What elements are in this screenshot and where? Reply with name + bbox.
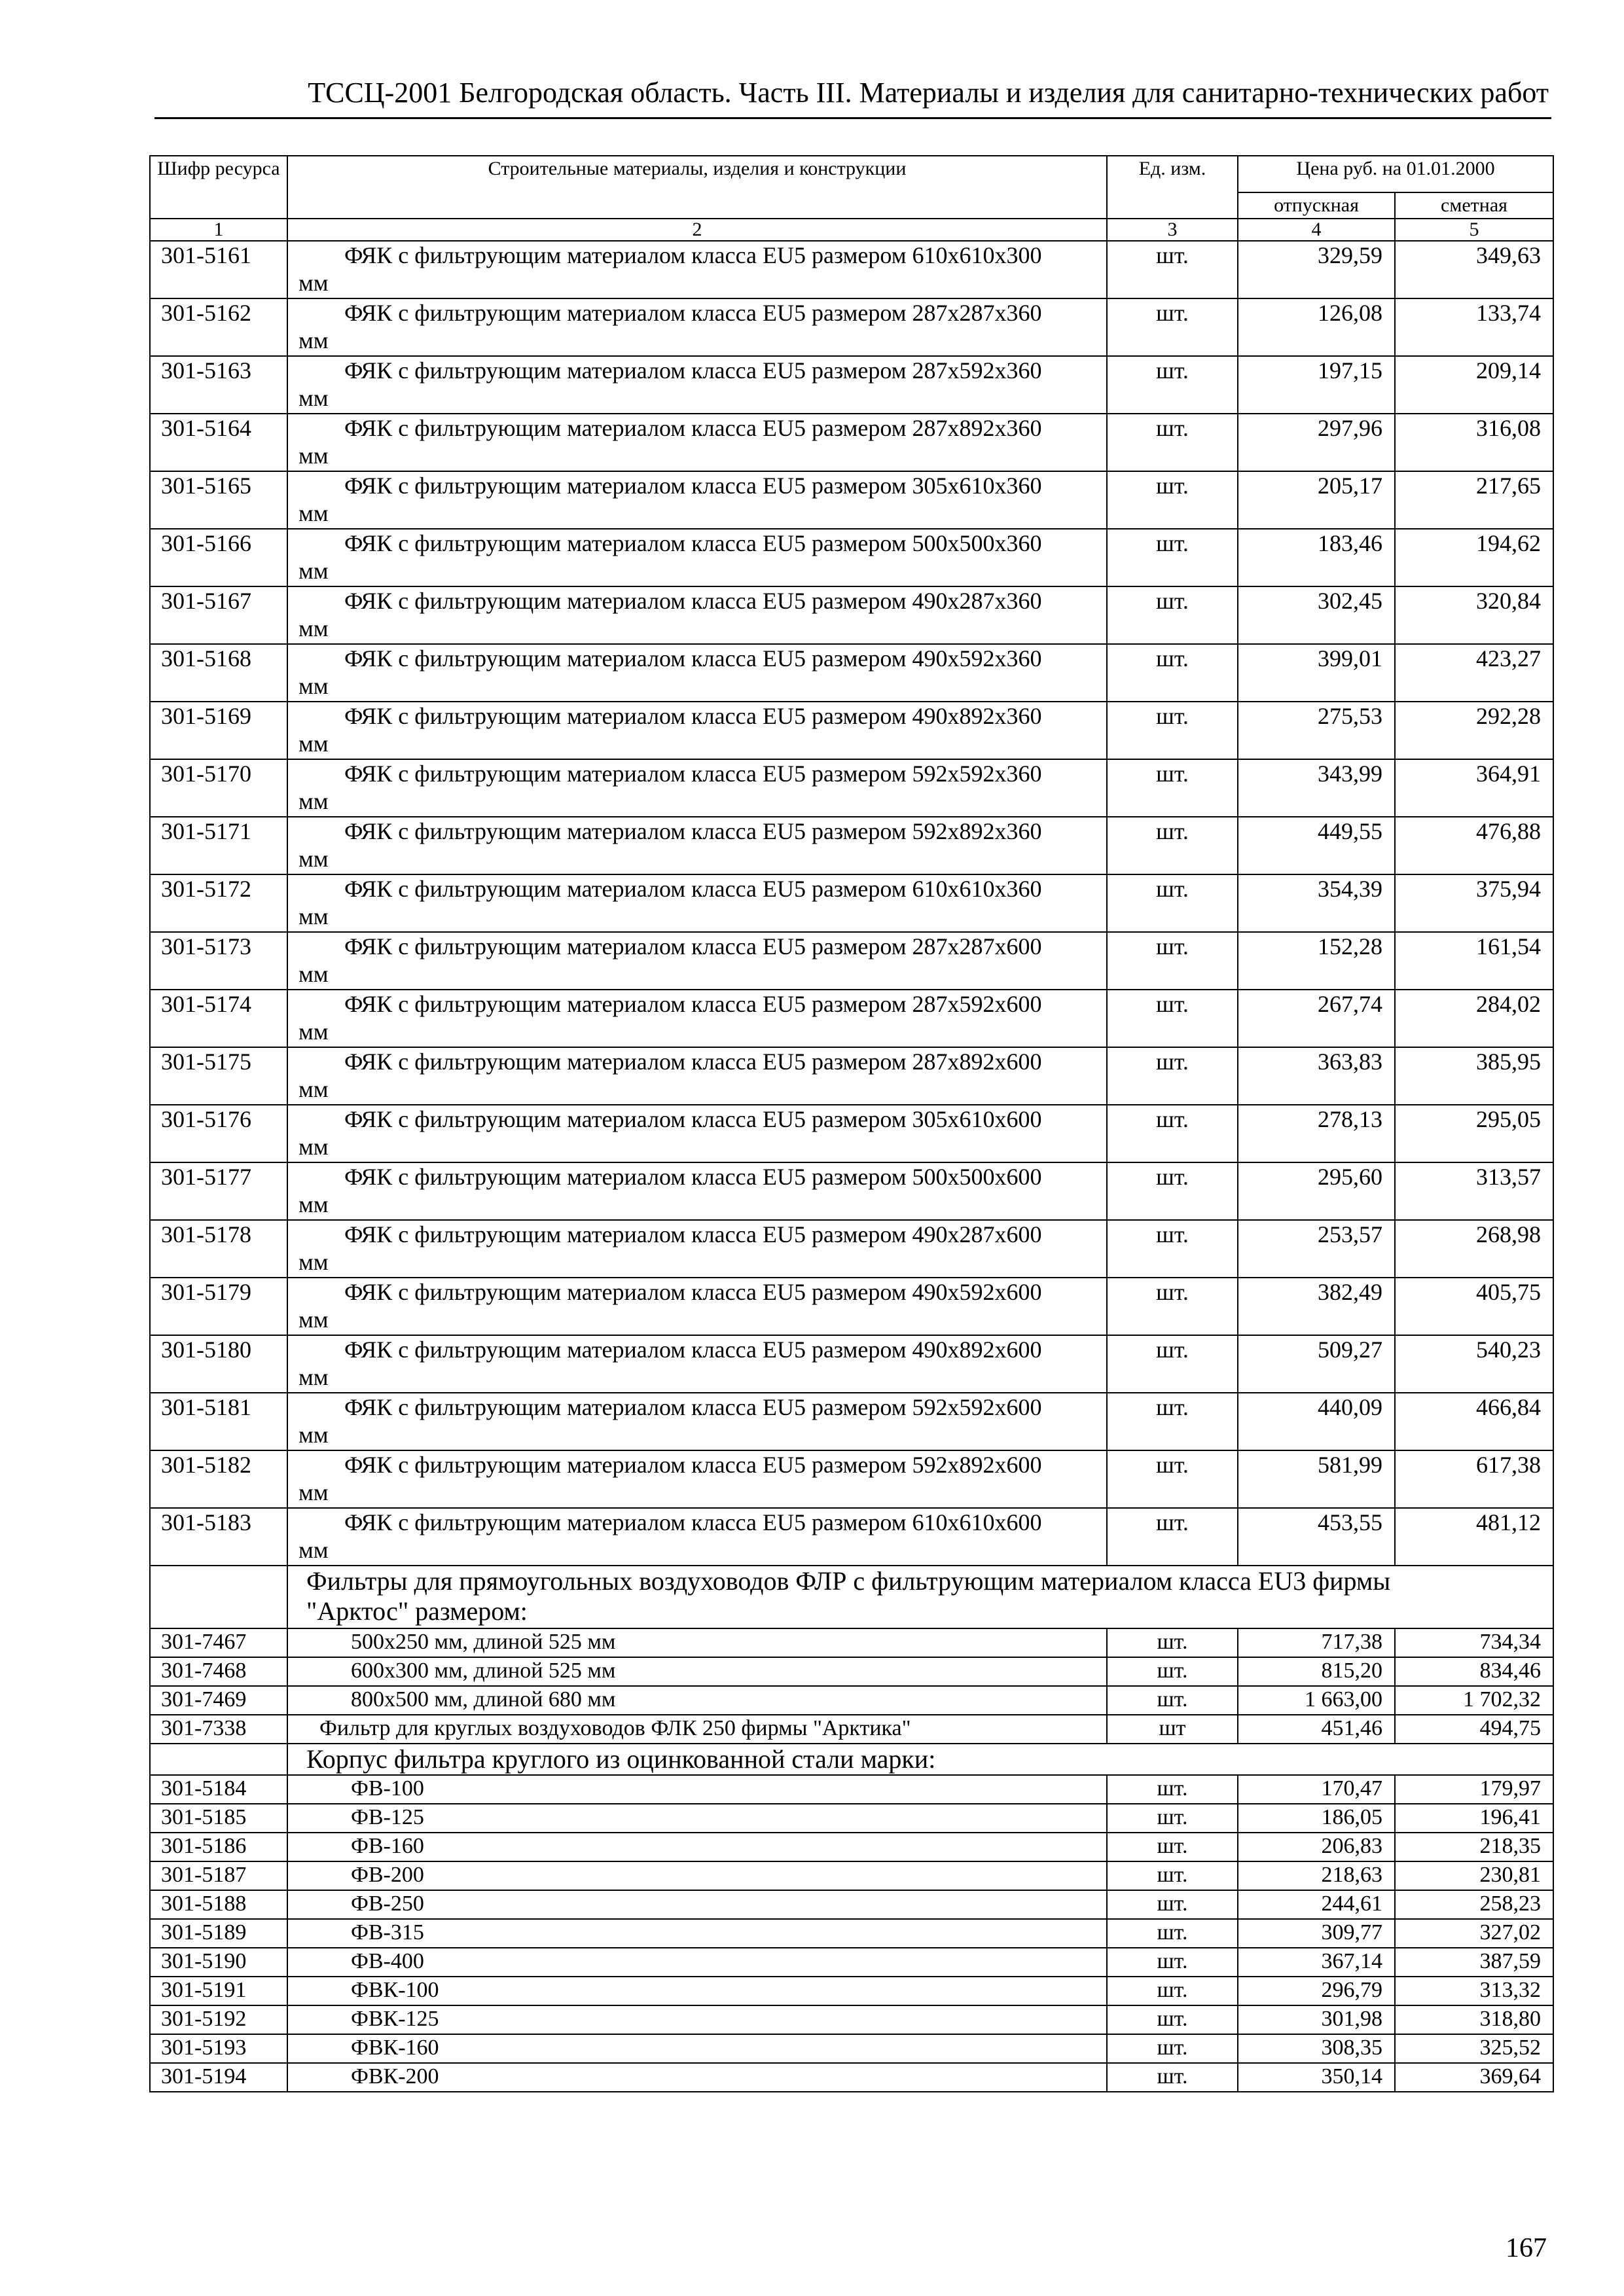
row-wholesale-price: 244,61 [1238, 1890, 1395, 1919]
row-description: ФВ-100 [287, 1775, 1107, 1804]
row-unit: шт. [1107, 759, 1238, 817]
row-code: 301-5171 [150, 817, 287, 874]
row-unit: шт. [1107, 1948, 1238, 1977]
row-unit: шт. [1107, 1686, 1238, 1715]
row-code: 301-5163 [150, 356, 287, 414]
table-row [150, 529, 1553, 586]
row-code: 301-5187 [150, 1861, 287, 1890]
row-estimate-price: 318,80 [1395, 2005, 1553, 2034]
row-description [287, 1450, 1107, 1508]
row-wholesale-price: 451,46 [1238, 1715, 1395, 1744]
table-row [150, 759, 1553, 817]
row-wholesale-price: 296,79 [1238, 1977, 1395, 2005]
row-estimate-price: 617,38 [1395, 1450, 1553, 1508]
row-estimate-price: 734,34 [1395, 1628, 1553, 1657]
row-wholesale-price: 440,09 [1238, 1393, 1395, 1450]
row-code: 301-5167 [150, 586, 287, 644]
row-unit: шт. [1107, 529, 1238, 586]
description-tail: мм [298, 1249, 329, 1275]
description-line: ФЯК с фильтрующим материалом класса EU5 размером 490х287х360 [344, 588, 1042, 614]
row-estimate-price: 313,32 [1395, 1977, 1553, 2005]
description-line: ФЯК с фильтрующим материалом класса EU5 размером 610х610х360 [344, 876, 1042, 902]
row-estimate-price: 230,81 [1395, 1861, 1553, 1890]
row-code: 301-5168 [150, 644, 287, 702]
row-wholesale-price: 267,74 [1238, 990, 1395, 1047]
description-tail: мм [298, 1191, 329, 1217]
description-line: ФЯК с фильтрующим материалом класса EU5 размером 500х500х600 [344, 1164, 1042, 1190]
row-wholesale-price: 309,77 [1238, 1919, 1395, 1948]
description-tail: мм [298, 846, 329, 872]
row-unit: шт. [1107, 817, 1238, 874]
row-code: 301-5177 [150, 1162, 287, 1220]
row-wholesale-price: 449,55 [1238, 817, 1395, 874]
row-estimate-price: 284,02 [1395, 990, 1553, 1047]
row-estimate-price: 217,65 [1395, 471, 1553, 529]
table-row [150, 1804, 1553, 1833]
description-tail: мм [298, 1364, 329, 1390]
description-tail: мм [298, 270, 329, 296]
row-estimate-price: 133,74 [1395, 298, 1553, 356]
column-number: 3 [1107, 219, 1238, 241]
row-unit: шт. [1107, 1657, 1238, 1686]
row-description: 800x500 мм, длиной 680 мм [287, 1686, 1107, 1715]
description-line: ФЯК с фильтрующим материалом класса EU5 размером 592х592х360 [344, 761, 1042, 787]
row-code: 301-5190 [150, 1948, 287, 1977]
row-unit: шт. [1107, 702, 1238, 759]
row-code: 301-5181 [150, 1393, 287, 1450]
row-wholesale-price: 297,96 [1238, 414, 1395, 471]
row-description [287, 1220, 1107, 1278]
table-row [150, 1047, 1553, 1105]
row-code: 301-5182 [150, 1450, 287, 1508]
row-estimate-price: 320,84 [1395, 586, 1553, 644]
row-wholesale-price: 363,83 [1238, 1047, 1395, 1105]
row-wholesale-price: 815,20 [1238, 1657, 1395, 1686]
table-row [150, 298, 1553, 356]
row-description [287, 759, 1107, 817]
description-line: ФЯК с фильтрующим материалом класса EU5 размером 490х892х600 [344, 1336, 1042, 1363]
row-code: 301-5178 [150, 1220, 287, 1278]
row-unit: шт. [1107, 2063, 1238, 2092]
row-code: 301-5172 [150, 874, 287, 932]
description-line: ФЯК с фильтрующим материалом класса EU5 размером 287х892х360 [344, 415, 1042, 441]
row-estimate-price: 481,12 [1395, 1508, 1553, 1566]
table-row [150, 1775, 1553, 1804]
row-wholesale-price: 354,39 [1238, 874, 1395, 932]
description-line: ФЯК с фильтрующим материалом класса EU5 размером 305х610х600 [344, 1106, 1042, 1132]
column-number: 4 [1238, 219, 1395, 241]
row-unit: шт. [1107, 1105, 1238, 1162]
row-unit: шт. [1107, 1393, 1238, 1450]
row-estimate-price: 369,64 [1395, 2063, 1553, 2092]
row-unit: шт. [1107, 990, 1238, 1047]
row-code: 301-5186 [150, 1833, 287, 1861]
table-row [150, 1686, 1553, 1715]
description-tail: мм [298, 903, 329, 929]
row-code: 301-5183 [150, 1508, 287, 1566]
row-unit: шт. [1107, 1047, 1238, 1105]
row-wholesale-price: 301,98 [1238, 2005, 1395, 2034]
table-row [150, 990, 1553, 1047]
table-row [150, 1278, 1553, 1335]
row-wholesale-price: 343,99 [1238, 759, 1395, 817]
row-wholesale-price: 186,05 [1238, 1804, 1395, 1833]
description-tail: мм [298, 788, 329, 814]
row-estimate-price: 194,62 [1395, 529, 1553, 586]
row-description: Фильтр для круглых воздуховодов ФЛК 250 фирмы "Арктика" [287, 1715, 1107, 1744]
row-estimate-price: 540,23 [1395, 1335, 1553, 1393]
description-tail: мм [298, 385, 329, 411]
row-unit: шт. [1107, 1162, 1238, 1220]
column-number: 1 [150, 219, 287, 241]
row-wholesale-price: 197,15 [1238, 356, 1395, 414]
table-row [150, 1508, 1553, 1566]
row-wholesale-price: 278,13 [1238, 1105, 1395, 1162]
row-description [287, 817, 1107, 874]
section-code-cell [150, 1566, 287, 1628]
table-row [150, 1948, 1553, 1977]
row-unit: шт. [1107, 471, 1238, 529]
row-code: 301-5173 [150, 932, 287, 990]
description-line: ФЯК с фильтрующим материалом класса EU5 размером 490х892х360 [344, 703, 1042, 729]
table-row [150, 1977, 1553, 2005]
description-line: ФЯК с фильтрующим материалом класса EU5 размером 287х592х600 [344, 991, 1042, 1017]
row-estimate-price: 313,57 [1395, 1162, 1553, 1220]
row-estimate-price: 349,63 [1395, 241, 1553, 298]
description-tail: мм [298, 1076, 329, 1102]
page-number: 167 [1506, 2233, 1547, 2263]
row-unit: шт. [1107, 1804, 1238, 1833]
row-description: ФВ-160 [287, 1833, 1107, 1861]
description-tail: мм [298, 1018, 329, 1045]
description-line: ФЯК с фильтрующим материалом класса EU5 размером 490х592х360 [344, 645, 1042, 672]
row-code: 301-5185 [150, 1804, 287, 1833]
row-unit: шт. [1107, 414, 1238, 471]
row-estimate-price: 325,52 [1395, 2034, 1553, 2063]
table-row [150, 1833, 1553, 1861]
description-line: ФЯК с фильтрующим материалом класса EU5 размером 592х892х600 [344, 1452, 1042, 1478]
row-wholesale-price: 152,28 [1238, 932, 1395, 990]
row-code: 301-5194 [150, 2063, 287, 2092]
description-line: ФЯК с фильтрующим материалом класса EU5 размером 500х500х360 [344, 530, 1042, 556]
row-description: ФВ-250 [287, 1890, 1107, 1919]
row-wholesale-price: 170,47 [1238, 1775, 1395, 1804]
description-tail: мм [298, 673, 329, 699]
row-wholesale-price: 1 663,00 [1238, 1686, 1395, 1715]
table-row [150, 1890, 1553, 1919]
header-code: Шифр ресурса [150, 156, 287, 219]
row-code: 301-5191 [150, 1977, 287, 2005]
row-unit: шт. [1107, 1890, 1238, 1919]
row-unit: шт. [1107, 1508, 1238, 1566]
row-description: ФВК-160 [287, 2034, 1107, 2063]
description-line: ФЯК с фильтрующим материалом класса EU5 размером 490х592х600 [344, 1279, 1042, 1305]
row-estimate-price: 387,59 [1395, 1948, 1553, 1977]
row-unit: шт. [1107, 1335, 1238, 1393]
row-code: 301-5180 [150, 1335, 287, 1393]
row-estimate-price: 316,08 [1395, 414, 1553, 471]
row-unit: шт. [1107, 1775, 1238, 1804]
row-unit: шт. [1107, 1278, 1238, 1335]
row-estimate-price: 466,84 [1395, 1393, 1553, 1450]
description-tail: мм [298, 1422, 329, 1448]
description-line: ФЯК с фильтрующим материалом класса EU5 размером 287х592х360 [344, 357, 1042, 384]
description-tail: мм [298, 1306, 329, 1333]
row-estimate-price: 1 702,32 [1395, 1686, 1553, 1715]
row-code: 301-5161 [150, 241, 287, 298]
row-wholesale-price: 367,14 [1238, 1948, 1395, 1977]
description-tail: мм [298, 615, 329, 641]
row-unit: шт. [1107, 1220, 1238, 1278]
row-code: 301-5193 [150, 2034, 287, 2063]
table-row [150, 1628, 1553, 1657]
row-description: ФВК-125 [287, 2005, 1107, 2034]
row-wholesale-price: 509,27 [1238, 1335, 1395, 1393]
row-code: 301-5189 [150, 1919, 287, 1948]
row-estimate-price: 834,46 [1395, 1657, 1553, 1686]
row-wholesale-price: 581,99 [1238, 1450, 1395, 1508]
row-estimate-price: 423,27 [1395, 644, 1553, 702]
table-row [150, 1220, 1553, 1278]
row-estimate-price: 218,35 [1395, 1833, 1553, 1861]
row-description: ФВ-125 [287, 1804, 1107, 1833]
row-code: 301-5169 [150, 702, 287, 759]
row-description: ФВК-200 [287, 2063, 1107, 2092]
header-material: Строительные материалы, изделия и конструкции [287, 156, 1107, 219]
section-title: Корпус фильтра круглого из оцинкованной стали марки: [287, 1744, 1553, 1775]
row-code: 301-5162 [150, 298, 287, 356]
header-price-group: Цена руб. на 01.01.2000 [1238, 156, 1553, 192]
row-unit: шт. [1107, 356, 1238, 414]
row-unit: шт. [1107, 1861, 1238, 1890]
row-description: ФВК-100 [287, 1977, 1107, 2005]
row-unit: шт. [1107, 1919, 1238, 1948]
row-description [287, 586, 1107, 644]
table-row [150, 1450, 1553, 1508]
description-tail: мм [298, 1134, 329, 1160]
row-description [287, 702, 1107, 759]
description-tail: мм [298, 730, 329, 757]
row-unit: шт. [1107, 1628, 1238, 1657]
row-code: 301-7469 [150, 1686, 287, 1715]
description-tail: мм [298, 558, 329, 584]
row-code: 301-5184 [150, 1775, 287, 1804]
table-row [150, 702, 1553, 759]
price-table [149, 155, 1554, 2092]
table-row [150, 2005, 1553, 2034]
header-estimate: сметная [1395, 192, 1553, 219]
row-wholesale-price: 206,83 [1238, 1833, 1395, 1861]
row-code: 301-7468 [150, 1657, 287, 1686]
row-estimate-price: 295,05 [1395, 1105, 1553, 1162]
row-unit: шт [1107, 1715, 1238, 1744]
row-wholesale-price: 205,17 [1238, 471, 1395, 529]
row-wholesale-price: 275,53 [1238, 702, 1395, 759]
description-tail: мм [298, 327, 329, 353]
row-wholesale-price: 308,35 [1238, 2034, 1395, 2063]
table-row [150, 414, 1553, 471]
row-code: 301-7467 [150, 1628, 287, 1657]
row-estimate-price: 179,97 [1395, 1775, 1553, 1804]
row-description [287, 241, 1107, 298]
row-estimate-price: 405,75 [1395, 1278, 1553, 1335]
row-description: ФВ-200 [287, 1861, 1107, 1890]
header-wholesale: отпускная [1238, 192, 1395, 219]
row-wholesale-price: 126,08 [1238, 298, 1395, 356]
row-estimate-price: 292,28 [1395, 702, 1553, 759]
column-number: 5 [1395, 219, 1553, 241]
row-unit: шт. [1107, 1450, 1238, 1508]
row-code: 301-5174 [150, 990, 287, 1047]
row-estimate-price: 375,94 [1395, 874, 1553, 932]
description-line: ФЯК с фильтрующим материалом класса EU5 размером 592х892х360 [344, 818, 1042, 844]
row-description: 500x250 мм, длиной 525 мм [287, 1628, 1107, 1657]
row-estimate-price: 364,91 [1395, 759, 1553, 817]
row-description [287, 644, 1107, 702]
row-estimate-price: 268,98 [1395, 1220, 1553, 1278]
table-row [150, 1715, 1553, 1744]
row-description [287, 1105, 1107, 1162]
description-line: ФЯК с фильтрующим материалом класса EU5 размером 610х610х600 [344, 1509, 1042, 1535]
section-title [287, 1566, 1553, 1628]
row-unit: шт. [1107, 644, 1238, 702]
description-line: ФЯК с фильтрующим материалом класса EU5 размером 592х592х600 [344, 1394, 1042, 1420]
row-unit: шт. [1107, 874, 1238, 932]
table-row [150, 644, 1553, 702]
row-description [287, 414, 1107, 471]
row-wholesale-price: 399,01 [1238, 644, 1395, 702]
row-unit: шт. [1107, 586, 1238, 644]
description-line: ФЯК с фильтрующим материалом класса EU5 размером 490х287х600 [344, 1221, 1042, 1247]
section-code-cell [150, 1744, 287, 1775]
row-estimate-price: 161,54 [1395, 932, 1553, 990]
row-wholesale-price: 218,63 [1238, 1861, 1395, 1890]
row-unit: шт. [1107, 2005, 1238, 2034]
row-estimate-price: 385,95 [1395, 1047, 1553, 1105]
row-code: 301-7338 [150, 1715, 287, 1744]
row-code: 301-5176 [150, 1105, 287, 1162]
row-code: 301-5165 [150, 471, 287, 529]
table-row [150, 471, 1553, 529]
row-unit: шт. [1107, 932, 1238, 990]
row-code: 301-5175 [150, 1047, 287, 1105]
row-code: 301-5164 [150, 414, 287, 471]
row-estimate-price: 494,75 [1395, 1715, 1553, 1744]
row-wholesale-price: 382,49 [1238, 1278, 1395, 1335]
table-row [150, 1861, 1553, 1890]
row-description [287, 1162, 1107, 1220]
description-line: ФЯК с фильтрующим материалом класса EU5 размером 287х892х600 [344, 1049, 1042, 1075]
row-description [287, 932, 1107, 990]
row-estimate-price: 209,14 [1395, 356, 1553, 414]
table-row [150, 817, 1553, 874]
header-unit: Ед. изм. [1107, 156, 1238, 219]
row-wholesale-price: 329,59 [1238, 241, 1395, 298]
row-code: 301-5170 [150, 759, 287, 817]
row-description [287, 471, 1107, 529]
row-estimate-price: 327,02 [1395, 1919, 1553, 1948]
row-wholesale-price: 453,55 [1238, 1508, 1395, 1566]
row-unit: шт. [1107, 1977, 1238, 2005]
table-row [150, 874, 1553, 932]
row-description [287, 298, 1107, 356]
row-description [287, 874, 1107, 932]
row-estimate-price: 258,23 [1395, 1890, 1553, 1919]
row-wholesale-price: 253,57 [1238, 1220, 1395, 1278]
row-description [287, 1508, 1107, 1566]
table-row [150, 2063, 1553, 2092]
row-wholesale-price: 302,45 [1238, 586, 1395, 644]
row-wholesale-price: 183,46 [1238, 529, 1395, 586]
row-description: ФВ-400 [287, 1948, 1107, 1977]
row-estimate-price: 196,41 [1395, 1804, 1553, 1833]
section-title-line: Фильтры для прямоугольных воздуховодов ФЛР с фильтрующим материалом класса EU3 фирмы [306, 1566, 1391, 1596]
table-row [150, 1105, 1553, 1162]
row-description [287, 1335, 1107, 1393]
row-description [287, 1393, 1107, 1450]
running-title: ТССЦ-2001 Белгородская область. Часть III. Материалы и изделия для санитарно-технических работ [154, 72, 1551, 119]
table-row [150, 1657, 1553, 1686]
row-code: 301-5179 [150, 1278, 287, 1335]
description-tail: мм [298, 1479, 329, 1505]
row-unit: шт. [1107, 241, 1238, 298]
table-row [150, 1919, 1553, 1948]
row-unit: шт. [1107, 1833, 1238, 1861]
table-row [150, 586, 1553, 644]
row-description [287, 1278, 1107, 1335]
row-wholesale-price: 717,38 [1238, 1628, 1395, 1657]
description-line: ФЯК с фильтрующим материалом класса EU5 размером 287х287х360 [344, 300, 1042, 326]
table-row [150, 1393, 1553, 1450]
row-description [287, 990, 1107, 1047]
description-line: ФЯК с фильтрующим материалом класса EU5 размером 287х287х600 [344, 933, 1042, 960]
row-description [287, 529, 1107, 586]
description-tail: мм [298, 961, 329, 987]
row-estimate-price: 476,88 [1395, 817, 1553, 874]
table-row [150, 2034, 1553, 2063]
row-code: 301-5188 [150, 1890, 287, 1919]
table-row [150, 1335, 1553, 1393]
description-line: ФЯК с фильтрующим материалом класса EU5 размером 305х610х360 [344, 473, 1042, 499]
description-tail: мм [298, 1537, 329, 1563]
column-number: 2 [287, 219, 1107, 241]
row-description: 600x300 мм, длиной 525 мм [287, 1657, 1107, 1686]
description-tail: мм [298, 500, 329, 526]
row-description: ФВ-315 [287, 1919, 1107, 1948]
row-unit: шт. [1107, 298, 1238, 356]
row-code: 301-5192 [150, 2005, 287, 2034]
row-description [287, 356, 1107, 414]
table-row [150, 1162, 1553, 1220]
description-line: ФЯК с фильтрующим материалом класса EU5 размером 610х610х300 [344, 242, 1042, 268]
section-header-row [150, 1744, 1553, 1775]
row-wholesale-price: 295,60 [1238, 1162, 1395, 1220]
description-tail: мм [298, 442, 329, 469]
row-unit: шт. [1107, 2034, 1238, 2063]
row-description [287, 1047, 1107, 1105]
section-header-row [150, 1566, 1553, 1628]
row-wholesale-price: 350,14 [1238, 2063, 1395, 2092]
table-row [150, 241, 1553, 298]
table-row [150, 932, 1553, 990]
row-code: 301-5166 [150, 529, 287, 586]
table-row [150, 356, 1553, 414]
section-title-line: "Арктос" размером: [306, 1596, 528, 1626]
